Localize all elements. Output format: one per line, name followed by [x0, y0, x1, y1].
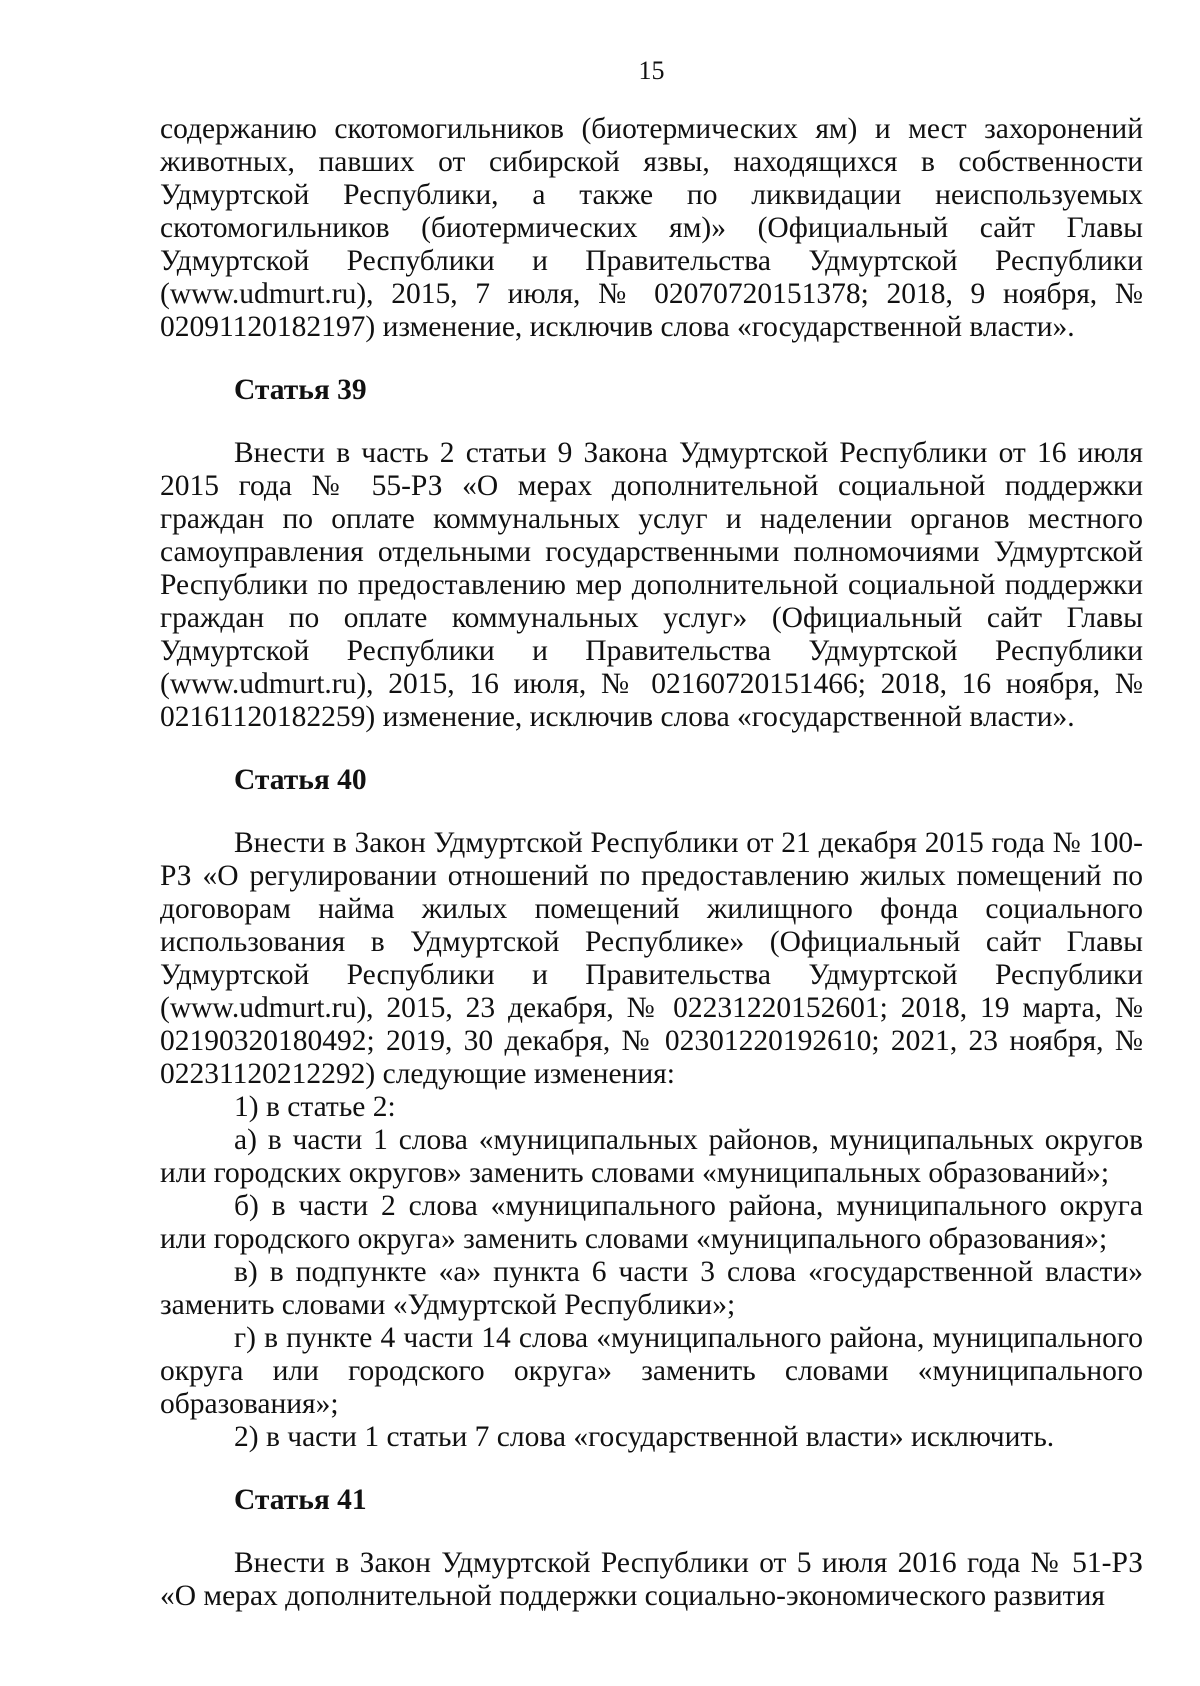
page-number: 15 [638, 56, 665, 85]
article-39-text: Внести в часть 2 статьи 9 Закона Удмуртской Республики от 16 июля 2015 года № 55-РЗ «О мерах дополнительной социальной поддержки граждан по оплате коммунальных услуг и наделении органов местного самоуправления отдельными государственными полномочиями Удмуртской Республики по предоставлению мер дополнительной социальной поддержки граждан по оплате коммунальных услуг» (Официальный сайт Главы Удмуртской Республики и Правительства Удмуртской Республики (www.udmurt.ru), 2015, 16 июля, № 02160720151466; 2018, 16 ноября, № 02161120182259) изменение, исключив слова «государственной власти». [160, 437, 1143, 733]
article-40-heading: Статья 40 [234, 764, 367, 796]
paragraph-continuation: содержанию скотомогильников (биотермических ям) и мест захоронений животных, павших от сибирской язвы, находящихся в собственности Удмуртской Республики, а также по ликвидации неиспользуемых скотомогильников (биотермических ям)» (Официальный сайт Главы Удмуртской Республики и Правительства Удмуртской Республики (www.udmurt.ru), 2015, 7 июля, № 02070720151378; 2018, 9 ноября, № 02091120182197) изменение, исключив слова «государственной власти». [160, 113, 1143, 343]
article-40-item-1b: б) в части 2 слова «муниципального района, муниципального округа или городского округа» заменить словами «муниципального образования»; [160, 1190, 1143, 1255]
article-40-text: Внести в Закон Удмуртской Республики от 21 декабря 2015 года № 100-РЗ «О регулировании отношений по предоставлению жилых помещений по договорам найма жилых помещений жилищного фонда социального использования в Удмуртской Республике» (Официальный сайт Главы Удмуртской Республики и Правительства Удмуртской Республики (www.udmurt.ru), 2015, 23 декабря, № 02231220152601; 2018, 19 марта, № 02190320180492; 2019, 30 декабря, № 02301220192610; 2021, 23 ноября, № 02231120212292) следующие изменения: [160, 827, 1143, 1090]
article-40-item-1v: в) в подпункте «а» пункта 6 части 3 слова «государственной власти» заменить словами «Удмуртской Республики»; [160, 1256, 1143, 1321]
article-40-item-1g: г) в пункте 4 части 14 слова «муниципального района, муниципального округа или городского округа» заменить словами «муниципального образования»; [160, 1322, 1143, 1420]
article-41-text: Внести в Закон Удмуртской Республики от 5 июля 2016 года № 51-РЗ «О мерах дополнительной поддержки социально-экономического развития [160, 1547, 1143, 1612]
article-41-heading: Статья 41 [234, 1484, 367, 1516]
article-40-item-2: 2) в части 1 статьи 7 слова «государственной власти» исключить. [234, 1421, 1055, 1453]
article-40-item-1a: а) в части 1 слова «муниципальных районов, муниципальных округов или городских округов» заменить словами «муниципальных образований»; [160, 1124, 1143, 1189]
article-40-item-1: 1) в статье 2: [234, 1091, 396, 1123]
document-body [160, 113, 1143, 1613]
document-page [160, 0, 1143, 1686]
article-39-heading: Статья 39 [234, 374, 367, 406]
